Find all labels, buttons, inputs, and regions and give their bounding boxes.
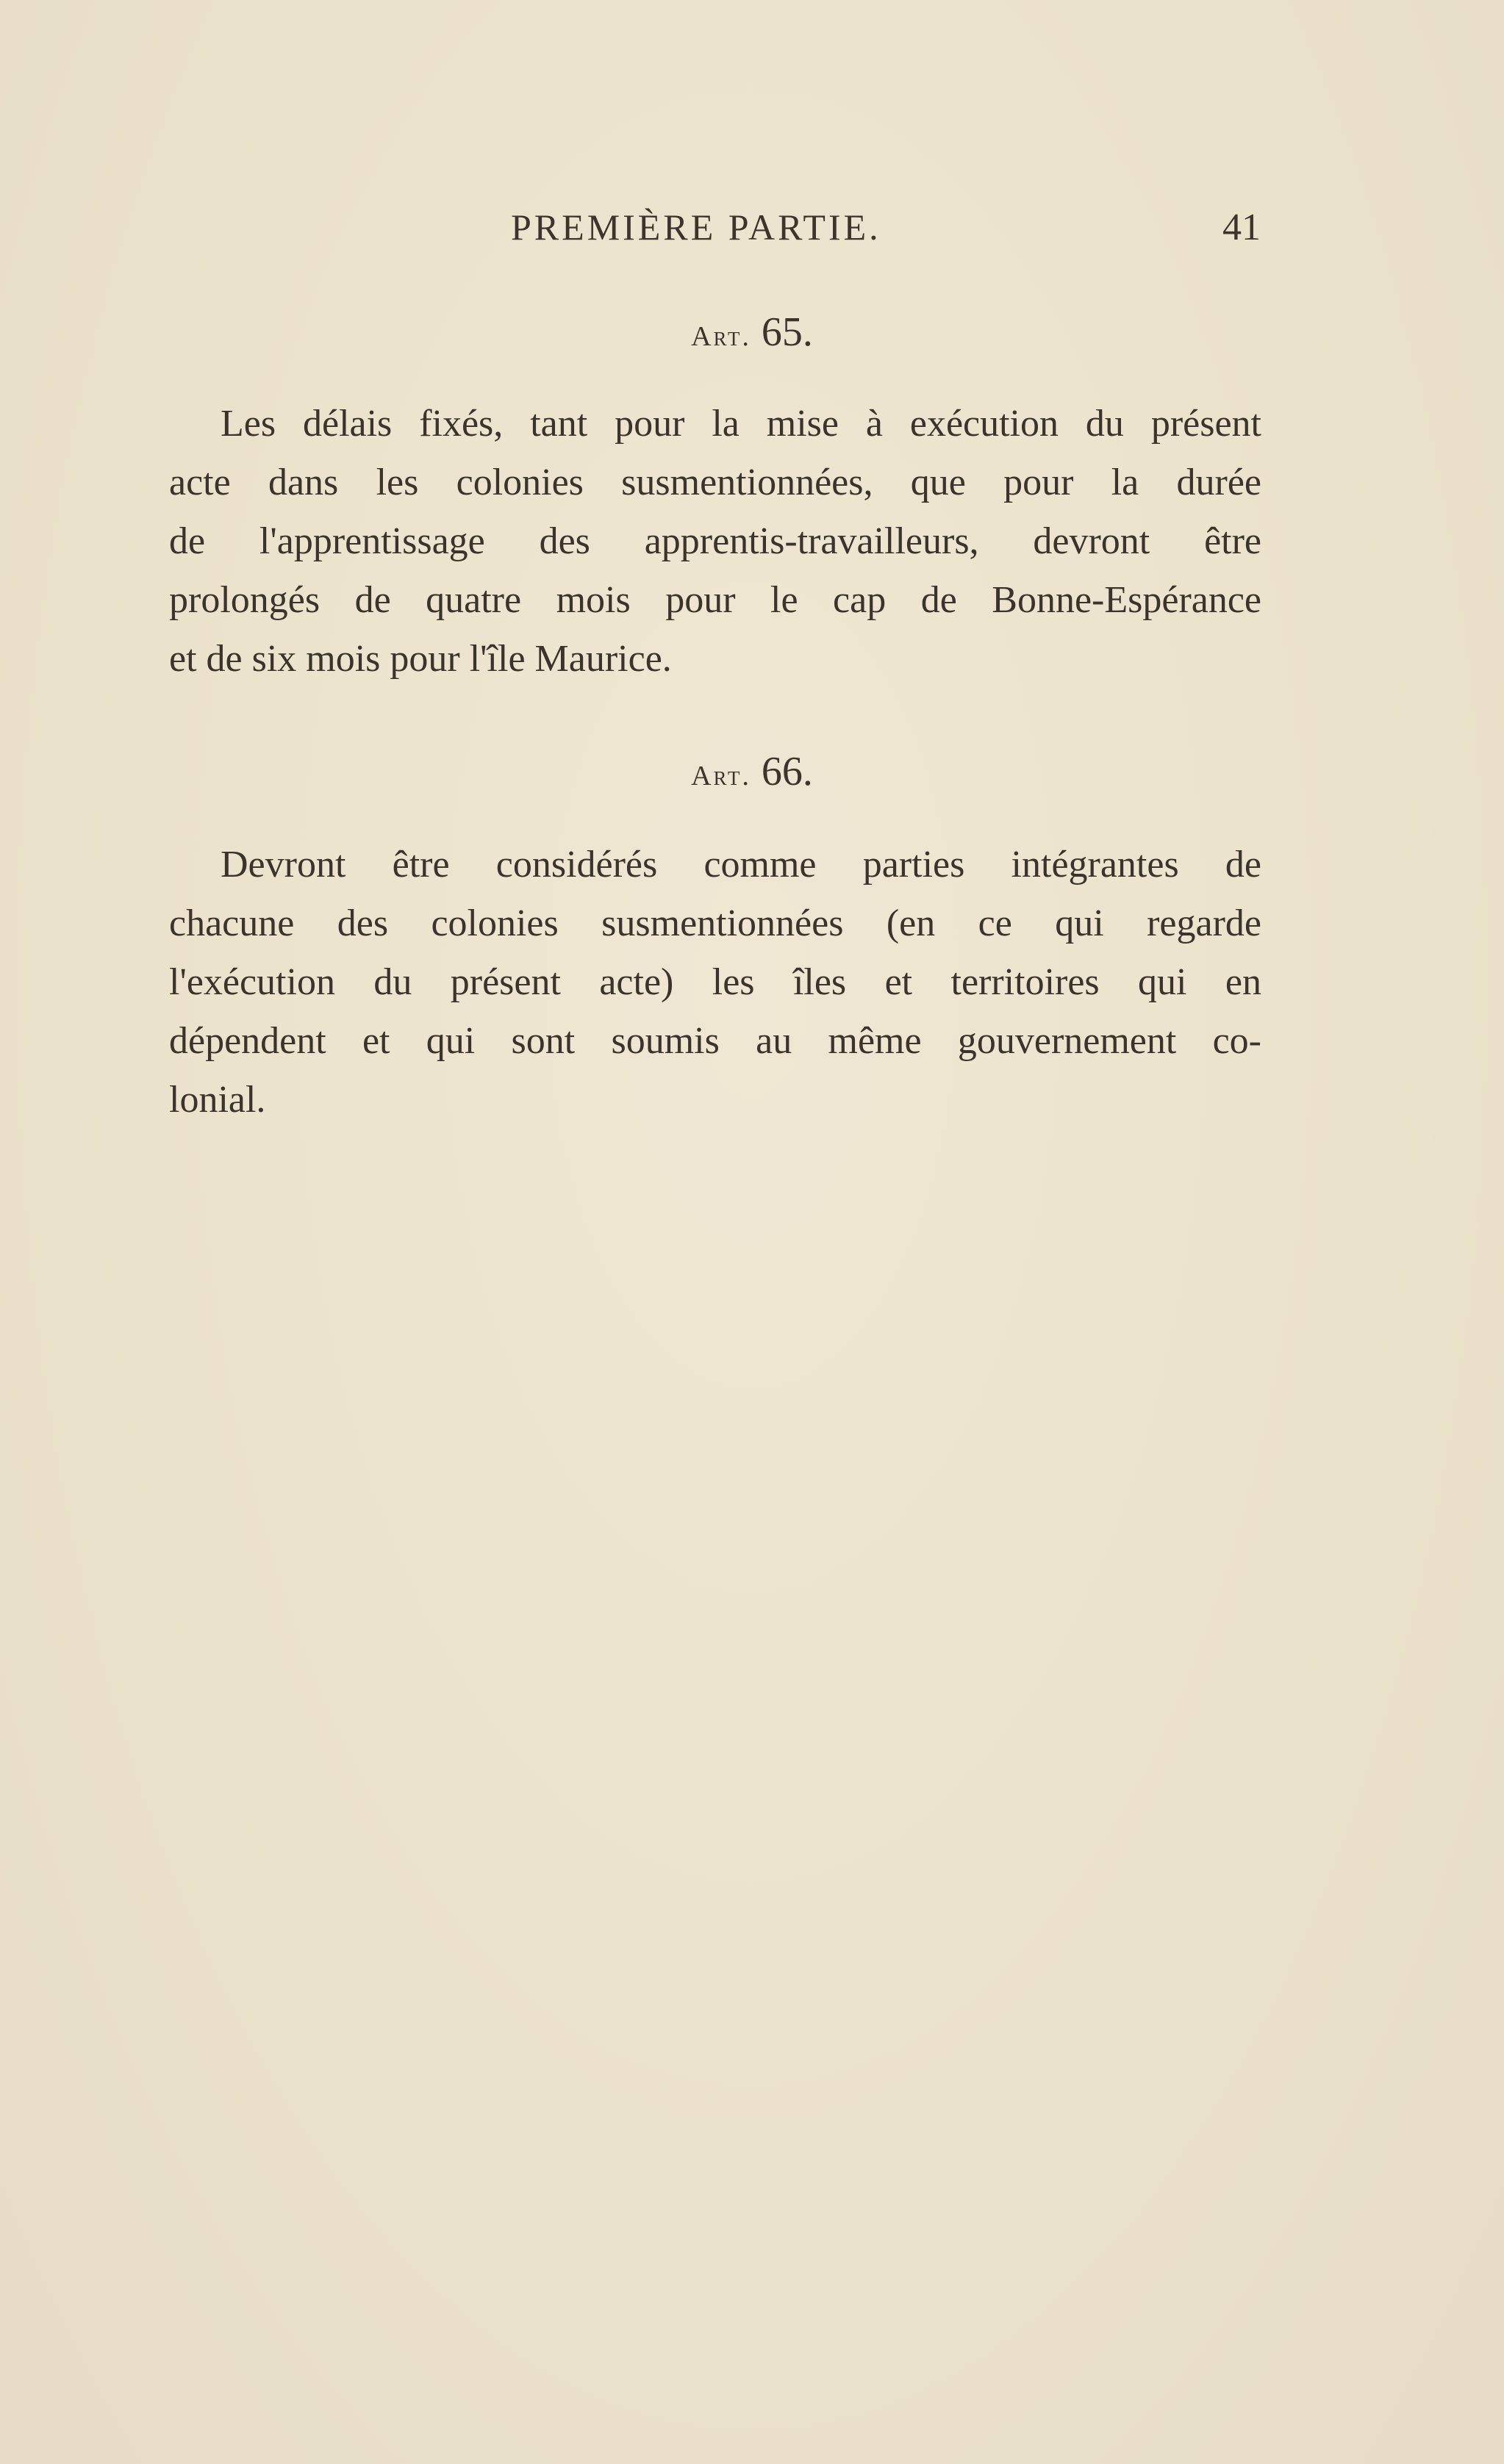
text-line: Les délais fixés, tant pour la mise à exécution du présent xyxy=(221,403,1261,445)
article-heading-66 xyxy=(0,748,1504,795)
text-line: chacune des colonies susmentionnées (en ce qui regarde xyxy=(169,902,1261,944)
text-line: acte dans les colonies susmentionnées, que pour la durée xyxy=(169,461,1261,503)
text-line: prolongés de quatre mois pour le cap de Bonne-Espérance xyxy=(169,579,1261,621)
text-line: l'exécution du présent acte) les îles et territoires qui en xyxy=(169,961,1261,1003)
text-line: de l'apprentissage des apprentis-travailleurs, devront être xyxy=(169,520,1261,562)
text-line: Devront être considérés comme parties intégrantes de xyxy=(221,844,1261,886)
text-line: et de six mois pour l'île Maurice. xyxy=(169,638,672,680)
article-number: 65. xyxy=(761,309,813,355)
article-label: Art. xyxy=(691,761,751,791)
article-label: Art. xyxy=(691,321,751,352)
running-title: PREMIÈRE PARTIE. xyxy=(511,206,881,248)
article-heading-65 xyxy=(0,309,1504,356)
text-line: dépendent et qui sont soumis au même gouvernement co- xyxy=(169,1020,1261,1062)
article-number: 66. xyxy=(761,749,813,794)
page-header xyxy=(169,206,1261,257)
page-number: 41 xyxy=(1222,206,1261,248)
article-65-text xyxy=(169,395,1261,689)
text-line: lonial. xyxy=(169,1079,266,1121)
article-66-text xyxy=(169,836,1261,1129)
